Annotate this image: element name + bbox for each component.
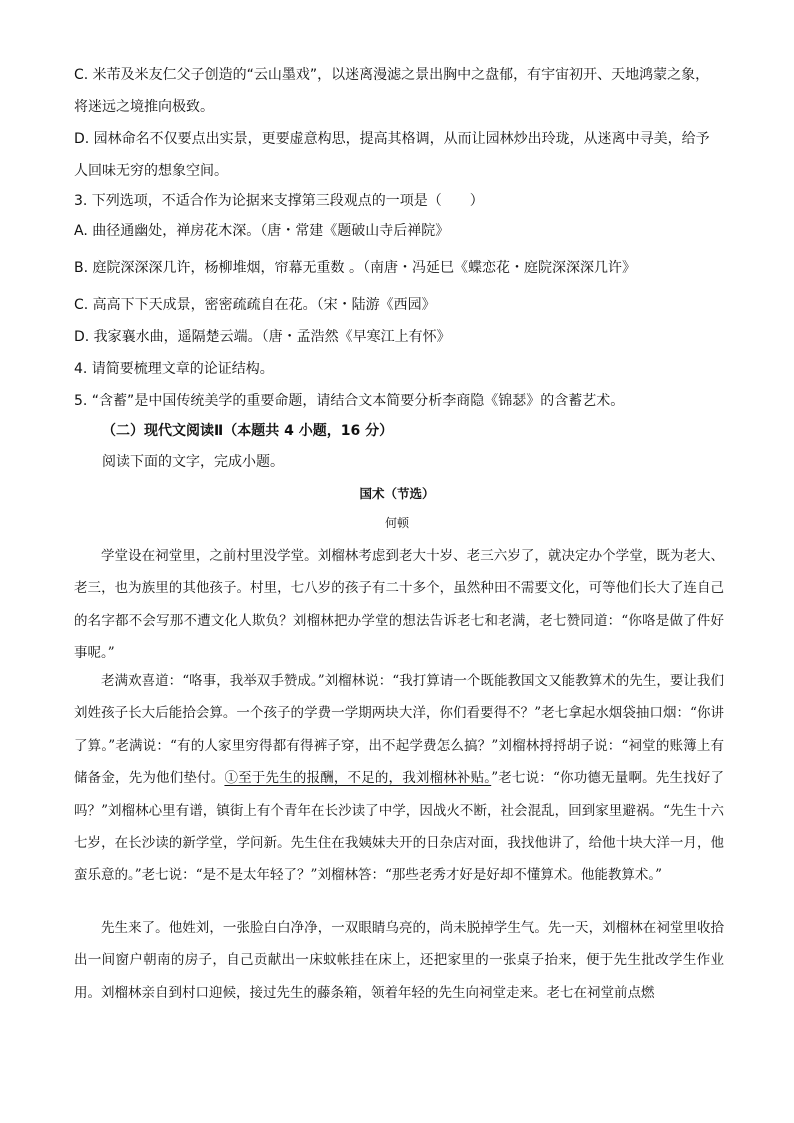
- question-3-option-a: A. 曲径通幽处，禅房花木深。（唐・常建《题破山寺后禅院》: [74, 223, 450, 239]
- option-c-line-1: C. 米芾及米友仁父子创造的“云山墨戏”，以迷离漫滤之景出胸中之盘郁，有宇宙初开、天地鸿蒙之象，: [74, 67, 710, 83]
- section-heading: （二）现代文阅读Ⅱ（本题共 4 小题，16 分）: [102, 423, 394, 439]
- reading-instruction: 阅读下面的文字，完成小题。: [102, 454, 284, 470]
- article-paragraph-2: [74, 665, 724, 892]
- paragraph-2-text-before: 老满欢喜道：“咯事，我举双手赞成。”刘榴林说：“我打算请一个既能教国文又能教算术的先生，要让我们刘姓孩子长大后能拾会算。一个孩子的学费一学期两块大洋，你们看要得不？”老七拿起水烟袋抽口烟：“你讲了算。”老满说：“有的人家里穷得都有得裤子穿，出不起学费怎么搞？”刘榴林捋捋胡子说：“祠堂的账簿上有储备金，先为他们垫付。: [74, 673, 724, 787]
- question-3-option-c: C. 高高下下天成景，密密疏疏自在花。（宋・陆游《西园》: [74, 297, 436, 313]
- option-d-line-2: 人回味无穷的想象空间。: [74, 163, 228, 179]
- question-5: 5. “含蓄”是中国传统美学的重要命题，请结合文本简要分析李商隐《锦瑟》的含蓄艺术。: [74, 393, 625, 409]
- article-paragraph-3: 先生来了。他姓刘，一张脸白白净净，一双眼睛乌亮的，尚未脱掉学生气。先一天，刘榴林在祠堂里收拾出一间窗户朝南的房子，自己贡献出一床蚊帐挂在床上，还把家里的一张桌子抬来，便于先生批改学生作业用。刘榴林亲自到村口迎候，接过先生的藤条箱，领着年轻的先生向祠堂走来。老七在祠堂前点燃: [74, 920, 724, 1001]
- article-paragraph-1: 学堂设在祠堂里，之前村里没学堂。刘榴林考虑到老大十岁、老三六岁了，就决定办个学堂，既为老大、老三，也为族里的其他孩子。村里，七八岁的孩子有二十多个，虽然种田不需要文化，可等他们长大了连自己的名字都不会写那不遭文化人欺负？刘榴林把办学堂的想法告诉老七和老满，老七赞同道：“你咯是做了件好事呢。”: [74, 548, 724, 662]
- article-title: 国术（节选）: [359, 486, 435, 501]
- question-3-option-b: B. 庭院深深深几许，杨柳堆烟，帘幕无重数 。（南唐・冯延巳《蝶恋花・庭院深深深几许》: [74, 260, 636, 276]
- question-3-option-d: D. 我家襄水曲，遥隔楚云端。（唐・孟浩然《早寒江上有怀》: [74, 329, 451, 345]
- underlined-sentence-1: ①至于先生的报酬，不足的，我刘榴林补贴。: [224, 770, 492, 787]
- article-author: 何顿: [384, 516, 409, 530]
- option-d-line-1: D. 园林命名不仅要点出实景，更要虚意构思，提高其格调，从而让园林炒出玲珑，从迷离中寻美，给予: [74, 131, 710, 147]
- question-3-stem: 3. 下列选项，不适合作为论据来支撑第三段观点的一项是（ ）: [74, 193, 484, 209]
- paragraph-2-text-after: ”老七说：“你功德无量啊。先生找好了吗？”刘榴林心里有谱，镇街上有个青年在长沙读了中学，因战火不断，社会混乱，回到家里避祸。“先生十六七岁，在长沙读的新学堂，学问新。先生住在我姨妹夫开的日杂店对面，我找他讲了，给他十块大洋一月，他蛮乐意的。”老七说：“是不是太年轻了？”刘榴林答：“那些老秀才好是好却不懂算术。他能教算术。”: [74, 770, 724, 884]
- option-c-line-2: 将迷远之境推向极致。: [74, 99, 214, 115]
- question-4: 4. 请简要梳理文章的论证结构。: [74, 361, 274, 377]
